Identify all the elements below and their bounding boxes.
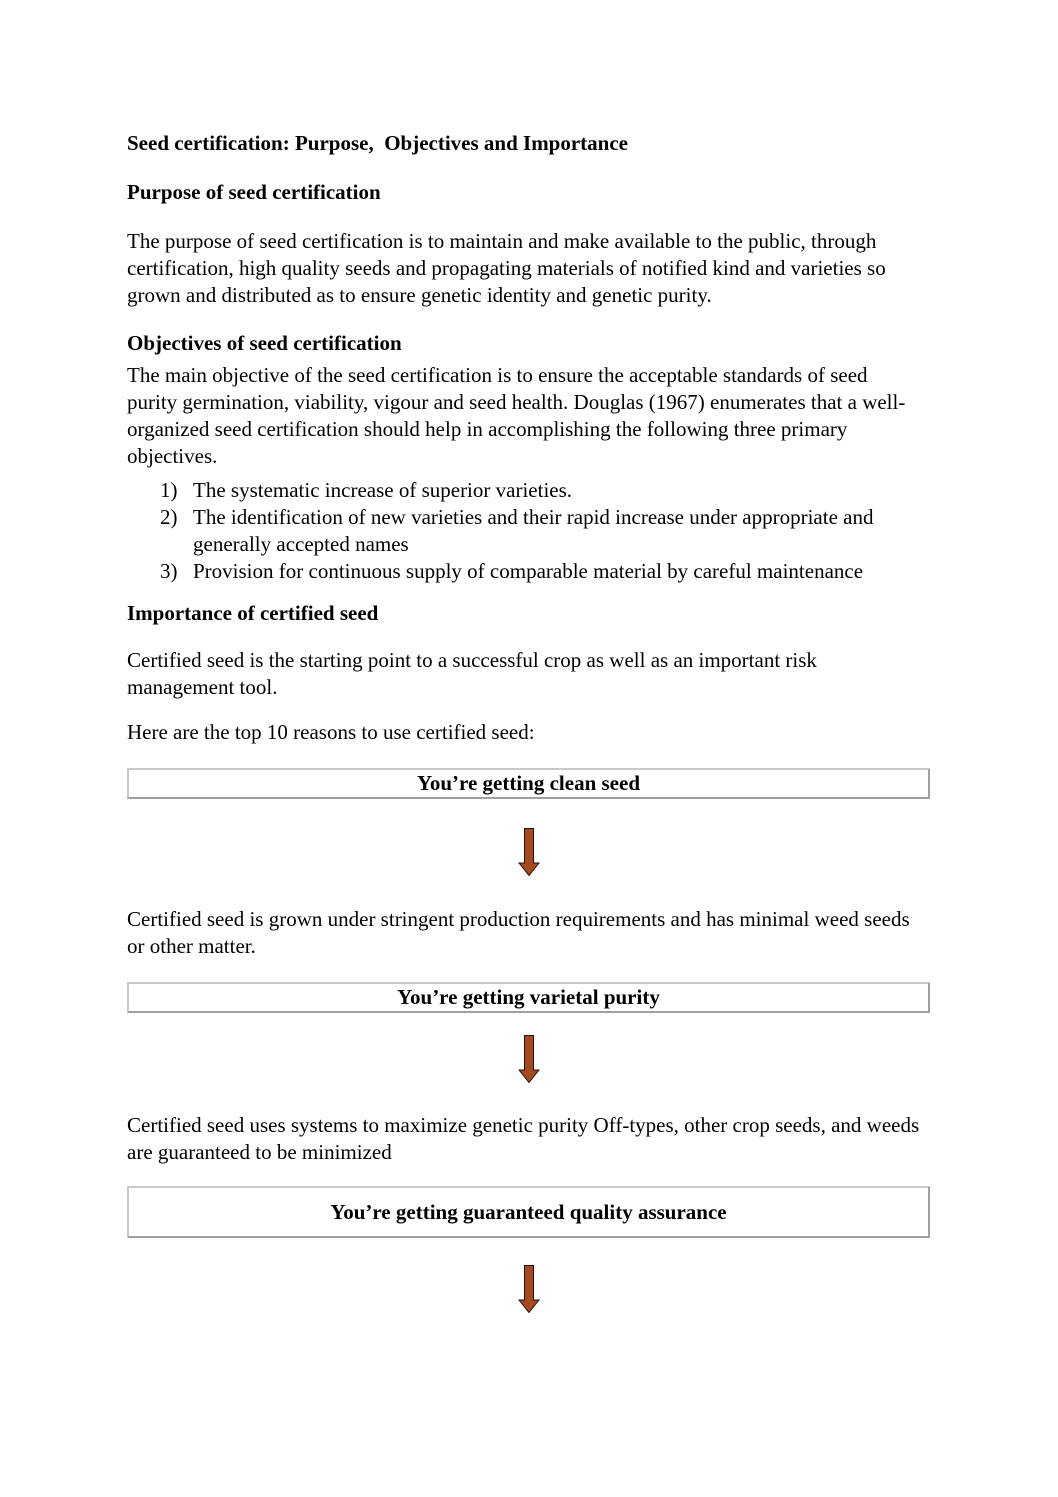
list-marker: 2)	[160, 505, 178, 529]
paragraph-purpose: The purpose of seed certification is to maintain and make available to the public, through certification, high quality seeds and propagating materials of notified kind and varieties so grown and distributed as to ensure genetic identity and genetic purity.	[127, 229, 886, 307]
paragraph-clean-seed-detail: Certified seed is grown under stringent production requirements and has minimal weed seeds or other matter.	[127, 907, 910, 958]
objectives-numbered-list	[127, 477, 922, 585]
flow-box-quality-assurance	[127, 1186, 930, 1238]
paragraph-importance: Certified seed is the starting point to a successful crop as well as an important risk management tool.	[127, 648, 817, 699]
flow-box-label: You’re getting varietal purity	[397, 985, 660, 1009]
down-arrow-icon	[518, 1035, 540, 1083]
list-item-text: The systematic increase of superior varieties.	[193, 478, 573, 502]
down-arrow-icon	[518, 1265, 540, 1313]
flow-box-clean-seed	[127, 768, 930, 799]
paragraph-objectives: The main objective of the seed certification is to ensure the acceptable standards of seed purity germination, viability, vigour and seed health. Douglas (1967) enumerates that a well-organized seed certification should help in accomplishing the following three primary objectives.	[127, 363, 906, 468]
list-item-text: The identification of new varieties and their rapid increase under appropriate and generally accepted names	[193, 505, 874, 556]
flow-connector	[127, 1265, 930, 1313]
list-item	[160, 558, 922, 585]
flow-box-label: You’re getting guaranteed quality assurance	[330, 1199, 727, 1224]
section-heading-objectives: Objectives of seed certification	[127, 331, 402, 355]
flow-box-label: You’re getting clean seed	[417, 771, 640, 795]
list-marker: 1)	[160, 478, 178, 502]
flow-connector	[127, 828, 930, 876]
flow-box-varietal-purity	[127, 982, 930, 1013]
list-item	[160, 504, 922, 558]
list-marker: 3)	[160, 559, 178, 583]
section-heading-purpose: Purpose of seed certification	[127, 180, 381, 204]
paragraph-reasons-intro: Here are the top 10 reasons to use certified seed:	[127, 720, 535, 744]
flow-connector	[127, 1035, 930, 1083]
page-title: Seed certification: Purpose, Objectives and Importance	[127, 131, 628, 155]
list-item-text: Provision for continuous supply of comparable material by careful maintenance	[193, 559, 864, 583]
list-item	[160, 477, 922, 504]
paragraph-varietal-purity-detail: Certified seed uses systems to maximize genetic purity Off-types, other crop seeds, and weeds are guaranteed to be minimized	[127, 1113, 920, 1164]
section-heading-importance: Importance of certified seed	[127, 601, 379, 625]
down-arrow-icon	[518, 828, 540, 876]
